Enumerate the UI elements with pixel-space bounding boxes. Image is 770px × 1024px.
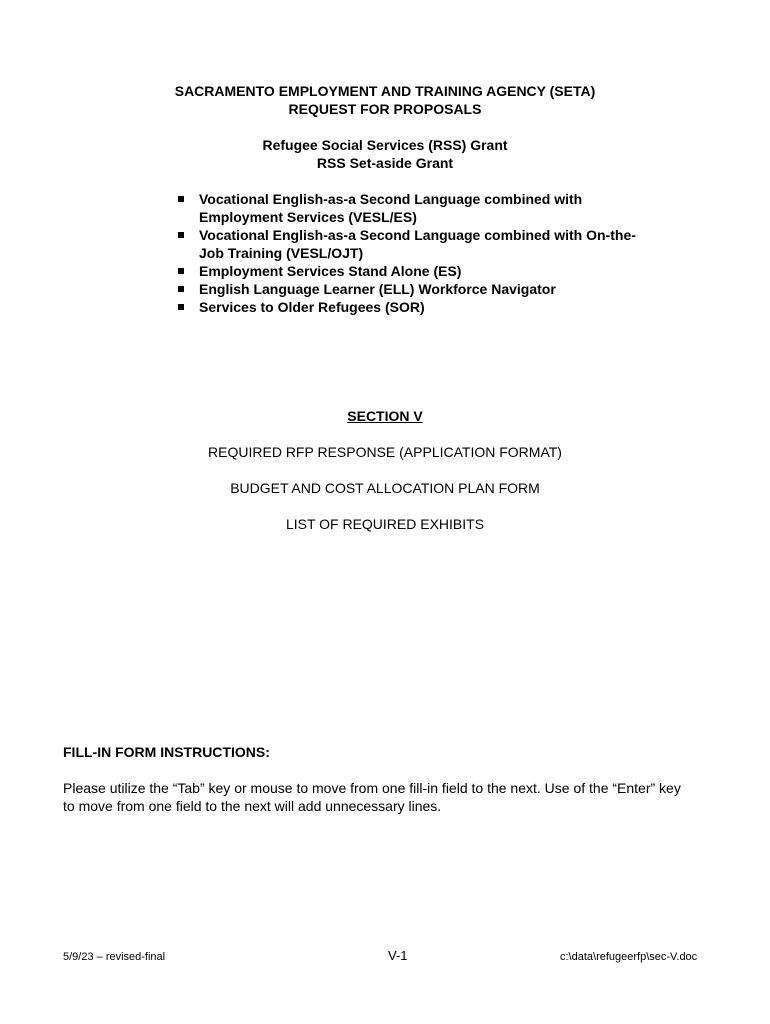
square-bullet-icon [178, 196, 184, 202]
section-item-exhibits: LIST OF REQUIRED EXHIBITS [285, 516, 485, 532]
instructions-body: Please utilize the “Tab” key or mouse to move from one fill-in field to the next. Use of the “Enter” key to move from one field to the next will add unnecessary lines. [63, 780, 681, 814]
grant-subtitle: RSS Set-aside Grant [316, 155, 454, 171]
page-number: V-1 [388, 948, 408, 963]
list-item-text: Services to Older Refugees (SOR) [199, 299, 425, 315]
list-item [176, 262, 656, 280]
square-bullet-icon [178, 304, 184, 310]
square-bullet-icon [178, 286, 184, 292]
list-item-text: Vocational English-as-a Second Language combined with On-the-Job Training (VESL/OJT) [199, 227, 636, 261]
list-item-text: Employment Services Stand Alone (ES) [199, 263, 462, 279]
section-item-budget-form: BUDGET AND COST ALLOCATION PLAN FORM [230, 480, 540, 496]
section-title: SECTION V [347, 408, 423, 424]
instructions-heading: FILL-IN FORM INSTRUCTIONS: [63, 744, 270, 760]
list-item-text: English Language Learner (ELL) Workforce Navigator [199, 281, 556, 297]
square-bullet-icon [178, 232, 184, 238]
agency-title: SACRAMENTO EMPLOYMENT AND TRAINING AGENCY (SETA) [174, 83, 596, 99]
footer-file-path: c:\data\refugeerfp\sec-V.doc [560, 951, 698, 963]
section-item-response-format: REQUIRED RFP RESPONSE (APPLICATION FORMAT) [208, 444, 562, 460]
section-heading [0, 407, 770, 425]
list-item [176, 298, 656, 316]
program-list [176, 190, 656, 316]
list-item [176, 280, 656, 298]
list-item [176, 226, 656, 262]
square-bullet-icon [178, 268, 184, 274]
list-item [176, 190, 656, 226]
list-item-text: Vocational English-as-a Second Language combined with Employment Services (VESL/ES) [199, 191, 583, 225]
footer-date: 5/9/23 – revised-final [63, 951, 166, 963]
rfp-title: REQUEST FOR PROPOSALS [288, 101, 482, 117]
grant-title: Refugee Social Services (RSS) Grant [262, 137, 508, 153]
